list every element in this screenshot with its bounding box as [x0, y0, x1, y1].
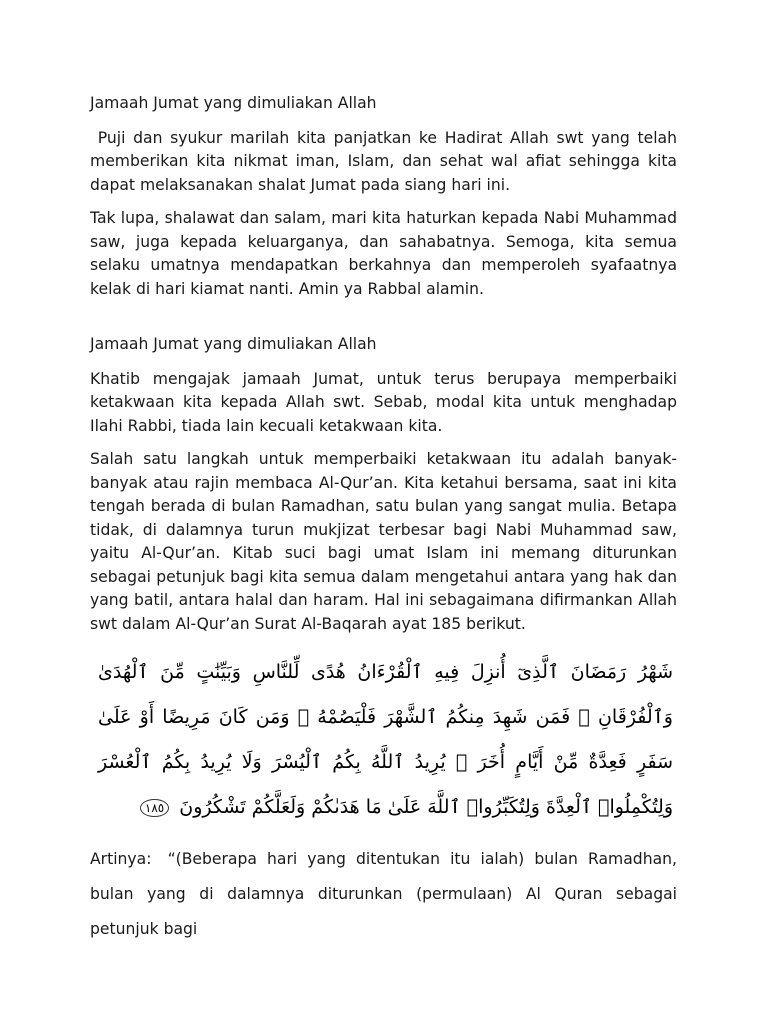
- quran-verse: [98, 650, 673, 830]
- paragraph: Puji dan syukur marilah kita panjatkan ke Hadirat Allah swt yang telah memberikan kita nikmat iman, Islam, dan sehat wal afiat sehingga kita dapat melaksanakan shalat Jumat pada siang hari ini.: [90, 128, 682, 194]
- paragraph: Khatib mengajak jamaah Jumat, untuk terus berupaya memperbaiki ketakwaan kita kepada Allah swt. Sebab, modal kita untuk menghadap Ilahi Rabbi, tiada lain kecuali ketakwaan kita.: [90, 369, 677, 435]
- translation-paragraph: [90, 842, 677, 947]
- paragraph: Tak lupa, shalawat dan salam, mari kita haturkan kepada Nabi Muhammad saw, juga kepada keluarganya, dan sahabatnya. Semoga, kita semua selaku umatnya mendapatkan berkahnya dan memperoleh syafaatnya kelak di hari kiamat nanti. Amin ya Rabbal alamin.: [90, 209, 677, 298]
- paragraph: Salah satu langkah untuk memperbaiki ketakwaan itu adalah banyak-banyak atau rajin membaca Al-Qur’an. Kita ketahui bersama, saat ini kita tengah berada di bulan Ramadhan, satu bulan yang sangat mulia. Betapa tidak, di dalamnya turun mukjizat terbesar bagi Nabi Muhammad saw, yaitu Al-Qur’an. Kitab suci bagi umat Islam ini memang diturunkan sebagai petunjuk bagi kita semua dalam mengetahui antara yang hak dan yang batil, antara halal dan haram. Hal ini sebagaimana difirmankan Allah swt dalam Al-Qur’an Surat Al-Baqarah ayat 185 berikut.: [90, 450, 677, 633]
- arabic-verse-text: شَهْرُ رَمَضَانَ ٱلَّذِىٓ أُنزِلَ فِيهِ ٱلْقُرْءَانُ هُدًى لِّلنَّاسِ وَبَيِّنَٰتٍ مِّنَ ٱلْهُدَىٰ وَٱلْفُرْقَانِ ۚ فَمَن شَهِدَ مِنكُمُ ٱلشَّهْرَ فَلْيَصُمْهُ ۖ وَمَن كَانَ مَرِيضًا أَوْ عَلَىٰ سَفَرٍ فَعِدَّةٌ مِّنْ أَيَّامٍ أُخَرَ ۗ يُرِيدُ ٱللَّهُ بِكُمُ ٱلْيُسْرَ وَلَا يُرِيدُ بِكُمُ ٱلْعُسْرَ وَلِتُكْمِلُوا۟ ٱلْعِدَّةَ وَلِتُكَبِّرُوا۟ ٱللَّهَ عَلَىٰ مَا هَدَىٰكُمْ وَلَعَلَّكُمْ تَشْكُرُونَ: [98, 661, 673, 818]
- section-heading: Jamaah Jumat yang dimuliakan Allah: [90, 94, 377, 112]
- document-page: [90, 92, 682, 947]
- translation-label: Artinya:: [90, 850, 152, 868]
- ayah-number-marker: ١٨٥: [140, 799, 169, 817]
- translation-text: “(Beberapa hari yang ditentukan itu ialah) bulan Ramadhan, bulan yang di dalamnya diturunkan (permulaan) Al Quran sebagai petunjuk bagi: [90, 850, 677, 938]
- section-heading: Jamaah Jumat yang dimuliakan Allah: [90, 335, 377, 353]
